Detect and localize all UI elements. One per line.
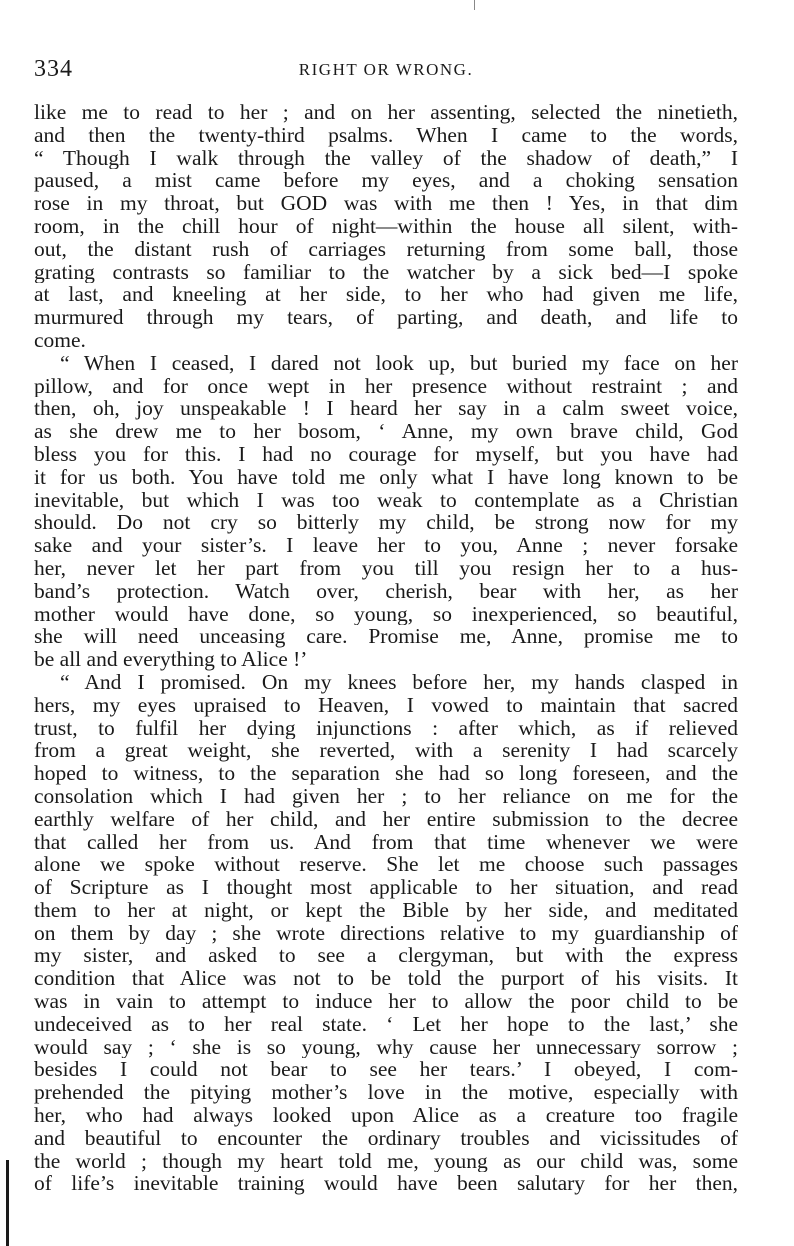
text-line: paused, a mist came before my eyes, and a choking sensation xyxy=(34,169,738,193)
text-line: at last, and kneeling at her side, to her who had given me life, xyxy=(34,283,738,307)
text-line: be all and everything to Alice !’ xyxy=(34,648,308,671)
page-number: 334 xyxy=(34,56,73,82)
text-line: come. xyxy=(34,328,86,352)
text-line: prehended the pitying mother’s love in the motive, especially with xyxy=(34,1081,738,1105)
text-line: earthly welfare of her child, and her entire submission to the decree xyxy=(34,807,738,831)
text-line: alone we spoke without reserve. She let me choose such passages xyxy=(34,853,738,877)
text-line: consolation which I had given her ; to her reliance on me for the xyxy=(34,784,738,808)
text-line: should. Do not cry so bitterly my child, be strong now for my xyxy=(34,511,738,535)
text-line: my sister, and asked to see a clergyman, but with the express xyxy=(34,944,738,968)
text-line: them to her at night, or kept the Bible by her side, and meditated xyxy=(34,898,738,922)
text-line: then, oh, joy unspeakable ! I heard her say in a calm sweet voice, xyxy=(34,397,738,421)
text-line: of life’s inevitable training would have been salutary for her then, xyxy=(34,1172,738,1196)
text-line: pillow, and for once wept in her presence without restraint ; and xyxy=(34,374,738,398)
text-line: the world ; though my heart told me, young as our child was, some xyxy=(34,1149,738,1173)
text-line: trust, to fulfil her dying injunctions : after which, as if relieved xyxy=(34,716,738,740)
running-title: RIGHT OR WRONG. xyxy=(298,60,474,79)
text-line: bless you for this. I had no courage for myself, but you have had xyxy=(34,442,738,466)
text-line: from a great weight, she reverted, with a serenity I had scarcely xyxy=(34,739,738,763)
page-edge-mark xyxy=(6,1160,9,1246)
text-line: hoped to witness, to the separation she had so long foreseen, and the xyxy=(34,762,738,785)
text-line: condition that Alice was not to be told the purport of his visits. It xyxy=(34,967,738,991)
text-line: sake and your sister’s. I leave her to you, Anne ; never forsake xyxy=(34,534,738,557)
text-line: like me to read to her ; and on her assenting, selected the ninetieth, xyxy=(34,101,738,124)
text-line: as she drew me to her bosom, ‘ Anne, my own brave child, God xyxy=(34,420,738,443)
text-line: mother would have done, so young, so inexperienced, so beautiful, xyxy=(34,602,738,626)
page-header xyxy=(34,56,738,86)
text-line: inevitable, but which I was too weak to contemplate as a Christian xyxy=(34,488,738,512)
text-line: murmured through my tears, of parting, and death, and life to xyxy=(34,306,738,329)
text-line: out, the distant rush of carriages returning from some ball, those xyxy=(34,237,738,261)
text-line: on them by day ; she wrote directions relative to my guardianship of xyxy=(34,921,738,945)
text-line: and then the twenty-third psalms. When I came to the words, xyxy=(34,123,738,147)
text-line: that called her from us. And from that time whenever we were xyxy=(34,830,738,854)
text-line: was in vain to attempt to induce her to allow the poor child to be xyxy=(34,990,738,1013)
text-line: her, never let her part from you till you resign her to a hus- xyxy=(34,556,738,580)
text-line: it for us both. You have told me only what I have long known to be xyxy=(34,465,738,489)
text-line: “ When I ceased, I dared not look up, but buried my face on her xyxy=(60,351,738,375)
text-line: and beautiful to encounter the ordinary troubles and vicissitudes of xyxy=(34,1126,738,1150)
text-line: her, who had always looked upon Alice as a creature too fragile xyxy=(34,1104,738,1127)
text-line: undeceived as to her real state. ‘ Let her hope to the last,’ she xyxy=(34,1012,738,1036)
scan-mark xyxy=(474,0,475,10)
text-line: besides I could not bear to see her tears.’ I obeyed, I com- xyxy=(34,1058,738,1082)
text-line: rose in my throat, but GOD was with me then ! Yes, in that dim xyxy=(34,192,738,215)
text-line: of Scripture as I thought most applicable to her situation, and read xyxy=(34,876,738,899)
text-line: hers, my eyes upraised to Heaven, I vowed to maintain that sacred xyxy=(34,693,738,717)
text-line: “ And I promised. On my knees before her, my hands clasped in xyxy=(60,670,738,694)
text-line: would say ; ‘ she is so young, why cause her unnecessary sorrow ; xyxy=(34,1035,738,1059)
text-line: grating contrasts so familiar to the watcher by a sick bed—I spoke xyxy=(34,260,738,284)
text-line: “ Though I walk through the valley of the shadow of death,” I xyxy=(34,146,738,170)
text-line: room, in the chill hour of night—within the house all silent, with- xyxy=(34,214,738,238)
text-line: she will need unceasing care. Promise me, Anne, promise me to xyxy=(34,625,738,649)
body-text xyxy=(34,101,738,1195)
text-line: band’s protection. Watch over, cherish, bear with her, as her xyxy=(34,579,738,603)
